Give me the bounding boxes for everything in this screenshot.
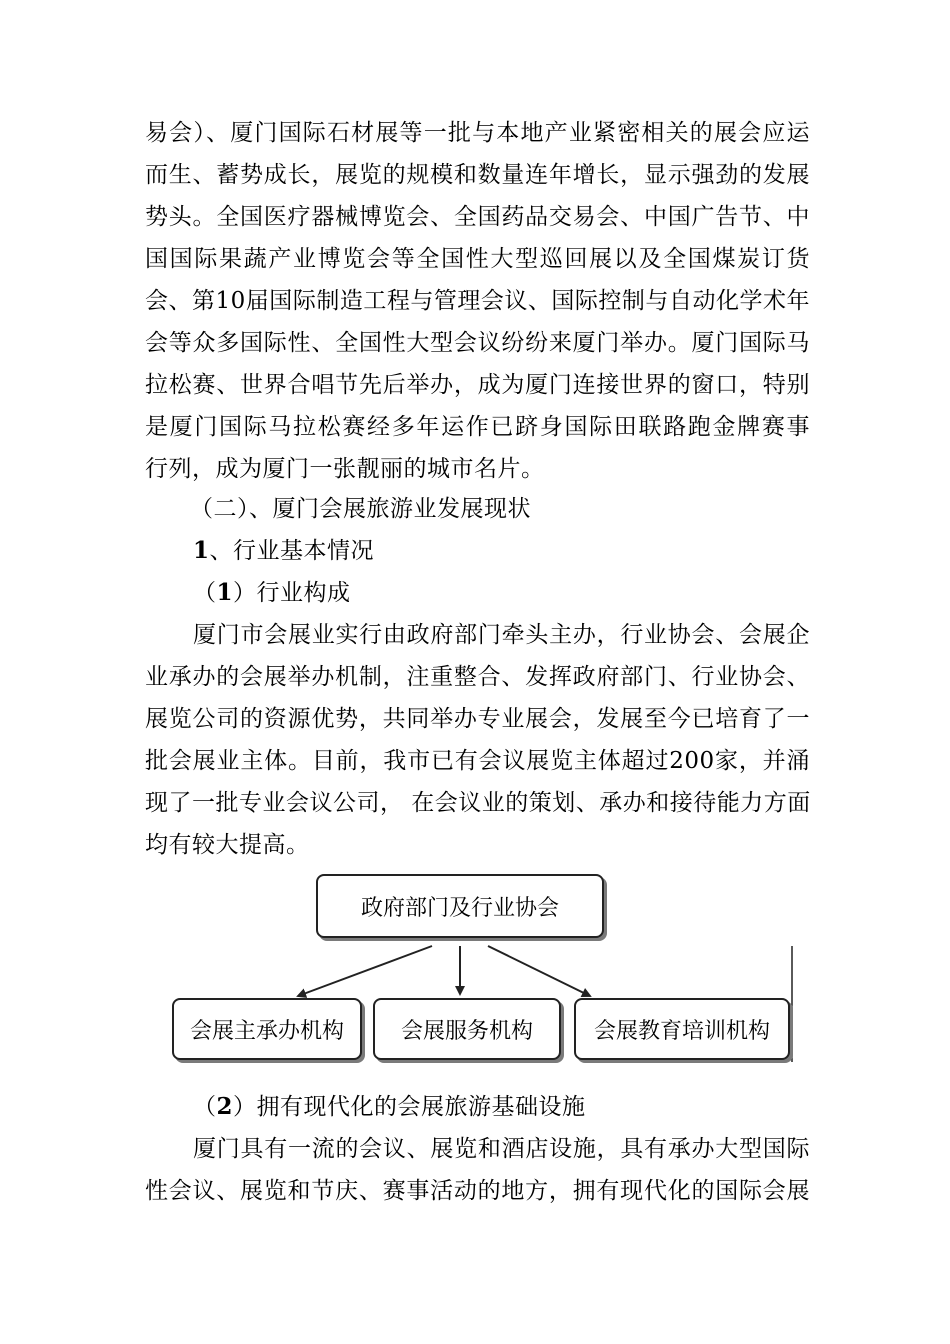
- text-line: 展览公司的资源优势，共同举办专业展会，发展至今已培育了一: [145, 706, 810, 732]
- text-line: 厦门市会展业实行由政府部门牵头主办，行业协会、会展企: [193, 622, 810, 648]
- text-line: 业承办的会展举办机制，注重整合、发挥政府部门、行业协会、: [145, 664, 810, 690]
- subheading-number: 2: [216, 1093, 234, 1120]
- text-line: 拉松赛、世界合唱节先后举办，成为厦门连接世界的窗口，特别: [145, 372, 810, 398]
- text-line: 批会展业主体。目前，我市已有会议展览主体超过200家，并涌: [145, 748, 810, 774]
- text-line: 而生、蓄势成长，展览的规模和数量连年增长，显示强劲的发展: [145, 162, 810, 188]
- subheading-basic-situation: [193, 536, 858, 566]
- subheading-number: 1: [216, 579, 234, 606]
- text-line: 现了一批专业会议公司， 在会议业的策划、承办和接待能力方面: [145, 790, 811, 816]
- box-organizer-institutions: 会展主承办机构: [172, 998, 362, 1060]
- text-line: 均有较大提高。: [145, 832, 310, 858]
- subheading-infrastructure: [193, 1092, 858, 1122]
- text-line: 易会）、厦门国际石材展等一批与本地产业紧密相关的展会应运: [145, 120, 810, 146]
- text-line: 厦门具有一流的会议、展览和酒店设施，具有承办大型国际: [193, 1136, 810, 1162]
- text-line: 国国际果蔬产业博览会等全国性大型巡回展以及全国煤炭订货: [145, 246, 810, 272]
- box-service-institutions: 会展服务机构: [373, 998, 561, 1060]
- subheading-text: 、行业基本情况: [209, 538, 375, 564]
- paren-open: （: [193, 1094, 217, 1120]
- text-line: 会等众多国际性、全国性大型会议纷纷来厦门举办。厦门国际马: [145, 330, 810, 356]
- paren-open: （: [193, 580, 217, 606]
- text-line: 行列，成为厦门一张靓丽的城市名片。: [145, 456, 545, 482]
- subheading-text: ）行业构成: [233, 580, 351, 606]
- text-line: 会、第10届国际制造工程与管理会议、国际控制与自动化学术年: [145, 288, 810, 314]
- arrow-right: [488, 946, 590, 996]
- text-line: 性会议、展览和节庆、赛事活动的地方，拥有现代化的国际会展: [145, 1178, 810, 1204]
- subheading-industry-composition: [193, 578, 858, 608]
- box-education-training-institutions: 会展教育培训机构: [574, 998, 790, 1060]
- arrow-left: [298, 946, 432, 996]
- section-heading: （二）、厦门会展旅游业发展现状: [190, 496, 531, 522]
- text-line: 势头。全国医疗器械博览会、全国药品交易会、中国广告节、中: [145, 204, 810, 230]
- box-government-and-associations: 政府部门及行业协会: [316, 874, 604, 938]
- subheading-text: ）拥有现代化的会展旅游基础设施: [233, 1094, 586, 1120]
- text-line: 是厦门国际马拉松赛经多年运作已跻身国际田联路跑金牌赛事: [145, 414, 810, 440]
- subheading-number: 1: [193, 537, 210, 564]
